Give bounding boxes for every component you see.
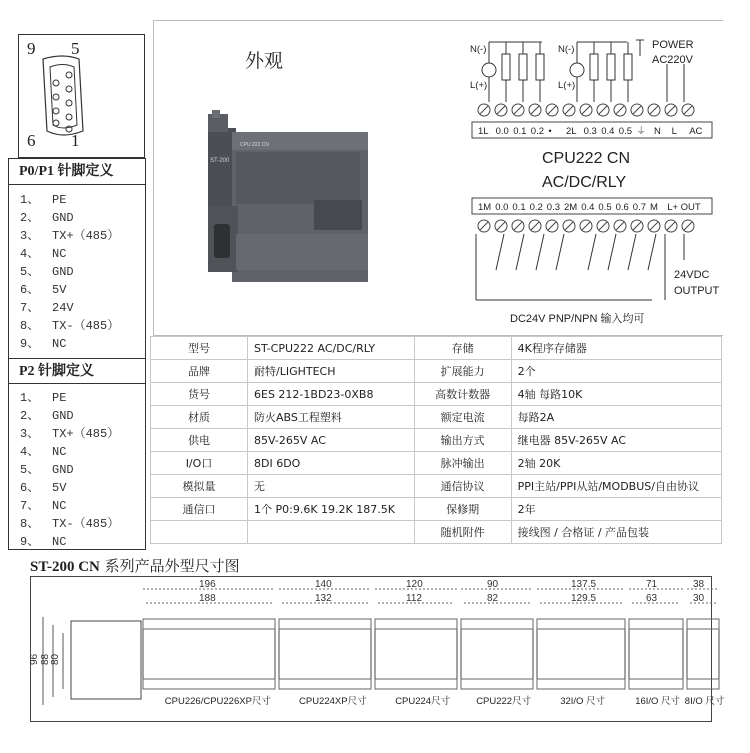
spec-key: 通信协议 — [414, 475, 511, 498]
wiring-model-line1: CPU222 CN — [542, 150, 631, 167]
terminal-screw-icon — [682, 220, 694, 232]
top-terminal-label: 0.4 — [601, 126, 615, 137]
dimension-drawing-frame — [29, 576, 725, 722]
spec-value: 防火ABS工程塑料 — [248, 406, 415, 429]
top-terminal-label: AC — [689, 126, 703, 137]
pin-number: 4、 — [20, 247, 40, 261]
appearance-label: 外观 — [245, 50, 284, 72]
module-dimension — [279, 579, 371, 707]
spec-value — [248, 521, 415, 544]
p0p1-pin-row — [20, 335, 66, 353]
bottom-terminal-screws — [478, 220, 694, 232]
p0p1-pin-row — [20, 299, 74, 317]
top-terminal-label: N — [654, 126, 661, 137]
bottom-terminal-label: 0.4 — [581, 202, 595, 213]
spec-value: 无 — [248, 475, 415, 498]
bottom-terminal-label: M — [650, 202, 658, 213]
spec-key: 脉冲输出 — [414, 452, 511, 475]
pin-signal: GND — [52, 409, 74, 423]
p2-title: P2 针脚定义 — [9, 358, 145, 384]
pin-number: 1、 — [20, 193, 40, 207]
bottom-terminal-label: 0.2 — [529, 202, 543, 213]
plc-brand-logo: ST-200 — [210, 158, 230, 164]
spec-key — [151, 521, 248, 544]
module-caption: CPU224XP尺寸 — [299, 696, 367, 707]
top-terminal-labels — [472, 122, 712, 138]
pin-signal: TX-（485） — [52, 517, 120, 531]
module-caption: 8I/O 尺寸 — [684, 696, 725, 707]
p0p1-pin-row — [20, 317, 119, 335]
module-outer-width: 140 — [315, 579, 332, 590]
dimension-title — [30, 555, 240, 576]
terminal-screw-icon — [665, 104, 677, 116]
spec-row — [151, 383, 722, 406]
module-inner-width: 112 — [406, 593, 422, 604]
p0p1-pin-row — [20, 227, 119, 245]
terminal-screw-icon — [580, 220, 592, 232]
pin-signal: NC — [52, 445, 67, 459]
spec-value: 耐特/LIGHTECH — [248, 360, 415, 383]
spec-key: 存储 — [414, 337, 511, 360]
terminal-screw-icon — [580, 104, 592, 116]
wiring-model-line2: AC/DC/RLY — [542, 174, 627, 191]
p2-pin-row — [20, 425, 119, 443]
pin-signal: TX+（485） — [52, 427, 120, 441]
terminal-screw-icon — [512, 104, 524, 116]
bottom-terminal-label: 0.1 — [512, 202, 526, 213]
module-caption: 16I/O 尺寸 — [635, 696, 681, 707]
p0p1-pin-row — [20, 191, 66, 209]
spec-row — [151, 337, 722, 360]
db9-shell-icon — [33, 53, 93, 139]
wiring-l-plus-1: L(+) — [470, 80, 488, 91]
p2-pin-row — [20, 497, 66, 515]
spec-key: 材质 — [151, 406, 248, 429]
ac-source-icon — [482, 63, 496, 77]
spec-key: 品牌 — [151, 360, 248, 383]
ac220v-label: AC220V — [652, 54, 693, 66]
dimension-title-text: 系列产品外型尺寸图 — [99, 557, 240, 575]
spec-value: 2年 — [511, 498, 721, 521]
module-inner-width: 82 — [487, 593, 499, 604]
module-dimension — [143, 579, 275, 707]
module-outer-width: 137.5 — [571, 579, 597, 590]
terminal-screw-icon — [478, 104, 490, 116]
spec-key: 保修期 — [414, 498, 511, 521]
pin-number: 7、 — [20, 499, 40, 513]
spec-row — [151, 498, 722, 521]
module-inner-width: 188 — [199, 593, 216, 604]
terminal-screw-icon — [546, 220, 558, 232]
top-terminal-label: 0.2 — [530, 126, 545, 137]
bottom-terminal-label: 0.0 — [495, 202, 509, 213]
pin-signal: PE — [52, 391, 67, 405]
height-96: 96 — [29, 653, 40, 665]
pin-label-5: 5 — [71, 39, 80, 58]
p2-pin-row — [20, 515, 119, 533]
module-caption: 32I/O 尺寸 — [560, 696, 606, 707]
wiring-diagram — [462, 30, 724, 330]
p2-pin-row — [20, 407, 74, 425]
spec-key: 型号 — [151, 337, 248, 360]
bottom-terminal-label: 1M — [478, 202, 492, 213]
pin-number: 5、 — [20, 463, 40, 477]
p0p1-pin-row — [20, 263, 74, 281]
p2-pin-row — [20, 479, 66, 497]
spec-key: 扩展能力 — [414, 360, 511, 383]
spec-value: ST-CPU222 AC/DC/RLY — [248, 337, 415, 360]
p2-pin-row — [20, 389, 66, 407]
pin-number: 6、 — [20, 283, 40, 297]
top-terminal-label: 1L — [478, 126, 489, 137]
bottom-terminal-label: L+ OUT — [667, 202, 701, 213]
pin-signal: TX+（485） — [52, 229, 120, 243]
output-label: OUTPUT — [674, 285, 720, 297]
pin-signal: TX-（485） — [52, 319, 120, 333]
bottom-terminal-label: 0.3 — [546, 202, 561, 213]
module-dimension — [629, 579, 683, 707]
spec-key: 随机附件 — [414, 521, 511, 544]
spec-key: 输出方式 — [414, 429, 511, 452]
p0p1-title: P0/P1 针脚定义 — [9, 159, 145, 185]
spec-key: 高数计数器 — [414, 383, 511, 406]
plc-model-label: CPU 222 CN — [240, 142, 269, 148]
pin-number: 1、 — [20, 391, 40, 405]
bottom-terminal-label: 0.5 — [598, 202, 612, 213]
terminal-screw-icon — [546, 104, 558, 116]
pin-signal: 5V — [52, 481, 67, 495]
terminal-screw-icon — [665, 220, 677, 232]
pin-number: 4、 — [20, 445, 40, 459]
module-caption: CPU226/CPU226XP尺寸 — [164, 696, 271, 707]
terminal-screw-icon — [597, 104, 609, 116]
spec-row — [151, 452, 722, 475]
pin-signal: 24V — [52, 301, 74, 315]
p0p1-pin-row — [20, 245, 66, 263]
module-inner-width: 30 — [693, 593, 705, 604]
spec-value: 8DI 6DO — [248, 452, 415, 475]
terminal-screw-icon — [631, 104, 643, 116]
height-80: 80 — [50, 653, 61, 665]
spec-value: 6ES 212-1BD23-0XB8 — [248, 383, 415, 406]
module-outer-width: 196 — [199, 579, 216, 590]
spec-value: 1个 P0:9.6K 19.2K 187.5K — [248, 498, 415, 521]
spec-key: 额定电流 — [414, 406, 511, 429]
spec-value: 接线图 / 合格证 / 产品包装 — [511, 521, 721, 544]
bottom-terminal-label: 0.7 — [632, 202, 647, 213]
pin-number: 6、 — [20, 481, 40, 495]
pin-number: 2、 — [20, 409, 40, 423]
top-terminal-label: 0.1 — [513, 126, 527, 137]
height-88: 88 — [40, 653, 51, 665]
module-dimension — [461, 579, 533, 707]
terminal-screw-icon — [495, 104, 507, 116]
pin-signal: GND — [52, 463, 74, 477]
spec-value: 4轴 每路10K — [511, 383, 721, 406]
pin-number: 9、 — [20, 535, 40, 549]
ac-source-icon — [570, 63, 584, 77]
terminal-screw-icon — [529, 104, 541, 116]
top-terminal-label: 0.0 — [495, 126, 509, 137]
p0p1-pin-row — [20, 209, 74, 227]
spec-value: PPI主站/PPI从站/MODBUS/自由协议 — [511, 475, 721, 498]
spec-row — [151, 475, 722, 498]
terminal-screw-icon — [614, 104, 626, 116]
top-terminal-label: ⏚ — [636, 126, 646, 137]
vdc-label: 24VDC — [674, 269, 710, 281]
terminal-screw-icon — [614, 220, 626, 232]
terminal-screw-icon — [682, 104, 694, 116]
terminal-screw-icon — [563, 220, 575, 232]
pin-signal: GND — [52, 265, 74, 279]
module-dimension — [537, 579, 625, 707]
top-terminal-label: • — [548, 126, 552, 137]
p2-pin-row — [20, 461, 74, 479]
pin-label-9: 9 — [27, 39, 36, 58]
spec-row — [151, 406, 722, 429]
top-terminal-screws — [478, 104, 694, 116]
terminal-screw-icon — [648, 220, 660, 232]
module-inner-width: 129.5 — [571, 593, 597, 604]
spec-table — [150, 336, 722, 544]
pin-number: 8、 — [20, 319, 40, 333]
module-outer-width: 120 — [406, 579, 423, 590]
spec-key: I/O口 — [151, 452, 248, 475]
p2-pin-row — [20, 443, 66, 461]
terminal-screw-icon — [495, 220, 507, 232]
power-label: POWER — [652, 39, 694, 51]
terminal-screw-icon — [529, 220, 541, 232]
pin-label-1: 1 — [71, 131, 80, 150]
side-profile — [71, 621, 141, 699]
spec-row — [151, 360, 722, 383]
wiring-n-minus-2: N(-) — [558, 44, 575, 55]
top-terminal-label: 2L — [566, 126, 577, 137]
plc-product-image — [196, 106, 378, 286]
module-outer-width: 90 — [487, 579, 499, 590]
dimension-title-series: ST-200 CN — [30, 559, 100, 575]
pin-number: 8、 — [20, 517, 40, 531]
pin-number: 7、 — [20, 301, 40, 315]
pin-number: 9、 — [20, 337, 40, 351]
spec-value: 继电器 85V-265V AC — [511, 429, 721, 452]
terminal-screw-icon — [563, 104, 575, 116]
p0p1-pin-row — [20, 281, 66, 299]
pin-label-6: 6 — [27, 131, 36, 150]
module-inner-width: 63 — [646, 593, 658, 604]
p2-pin-row — [20, 533, 66, 551]
pin-signal: NC — [52, 535, 67, 549]
spec-value: 2轴 20K — [511, 452, 721, 475]
spec-key: 模拟量 — [151, 475, 248, 498]
pin-number: 5、 — [20, 265, 40, 279]
pin-number: 2、 — [20, 211, 40, 225]
pin-signal: NC — [52, 499, 67, 513]
bottom-terminal-label: 2M — [564, 202, 578, 213]
module-dimension — [685, 579, 725, 707]
pin-signal: NC — [52, 337, 67, 351]
spec-row — [151, 521, 722, 544]
pin-definition-panel — [8, 158, 146, 550]
module-dimension — [375, 579, 457, 707]
top-terminal-label: L — [671, 126, 677, 137]
spec-value: 85V-265V AC — [248, 429, 415, 452]
pin-number: 3、 — [20, 229, 40, 243]
module-caption: CPU224尺寸 — [395, 696, 451, 707]
terminal-screw-icon — [478, 220, 490, 232]
spec-row — [151, 429, 722, 452]
input-note: DC24V PNP/NPN 输入均可 — [510, 313, 645, 325]
terminal-screw-icon — [648, 104, 660, 116]
pin-signal: PE — [52, 193, 67, 207]
spec-key: 通信口 — [151, 498, 248, 521]
terminal-screw-icon — [597, 220, 609, 232]
spec-key: 供电 — [151, 429, 248, 452]
spec-value: 4K程序存储器 — [511, 337, 721, 360]
pin-number: 3、 — [20, 427, 40, 441]
top-terminal-label: 0.5 — [618, 126, 633, 137]
spec-key: 货号 — [151, 383, 248, 406]
db9-connector-diagram — [18, 34, 145, 158]
wiring-l-plus-2: L(+) — [558, 80, 576, 91]
module-caption: CPU222尺寸 — [476, 696, 532, 707]
module-inner-width: 132 — [315, 593, 332, 604]
top-terminal-label: 0.3 — [583, 126, 597, 137]
pin-signal: GND — [52, 211, 74, 225]
terminal-screw-icon — [512, 220, 524, 232]
spec-value: 2个 — [511, 360, 721, 383]
module-outer-width: 71 — [646, 579, 658, 590]
bottom-terminal-labels — [472, 198, 712, 214]
dimension-drawing — [29, 577, 725, 721]
bottom-terminal-label: 0.6 — [615, 202, 629, 213]
pin-signal: 5V — [52, 283, 67, 297]
pin-signal: NC — [52, 247, 67, 261]
terminal-screw-icon — [631, 220, 643, 232]
spec-value: 每路2A — [511, 406, 721, 429]
module-outer-width: 38 — [693, 579, 705, 590]
wiring-n-minus-1: N(-) — [470, 44, 487, 55]
